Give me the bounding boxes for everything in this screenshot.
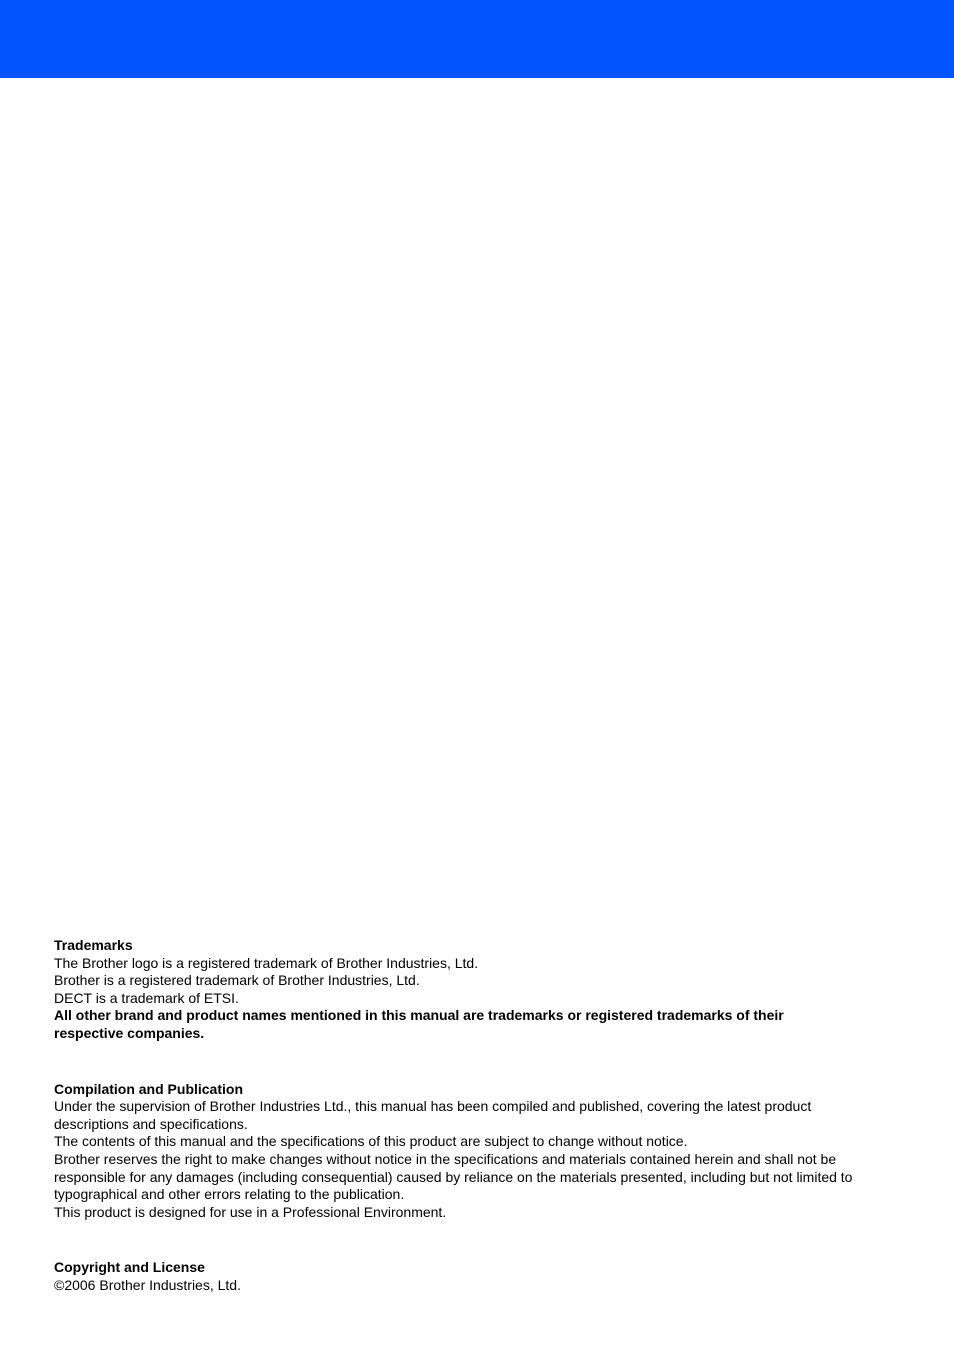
compilation-paragraph: Brother reserves the right to make changes without notice in the specifications and materials contained herein and shall not be responsible for any damages (including consequential) caused by reliance on the materials presented, including but not limited to typographical and other errors relating to the publication.	[54, 1150, 853, 1203]
trademark-line: DECT is a trademark of ETSI.	[54, 989, 239, 1006]
compilation-section	[54, 1081, 854, 1222]
compilation-paragraph: The contents of this manual and the specifications of this product are subject to change without notice.	[54, 1133, 688, 1150]
trademark-bold-note: All other brand and product names mentioned in this manual are trademarks or registered trademarks of their respective companies.	[54, 1007, 784, 1041]
copyright-section	[54, 1259, 854, 1294]
header-band	[0, 0, 954, 78]
legal-notices	[54, 937, 854, 1295]
trademarks-heading: Trademarks	[54, 937, 133, 953]
compilation-paragraph: This product is designed for use in a Professional Environment.	[54, 1203, 447, 1220]
compilation-paragraph: Under the supervision of Brother Industries Ltd., this manual has been compiled and published, covering the latest product descriptions and specifications.	[54, 1098, 812, 1132]
copyright-text: ©2006 Brother Industries, Ltd.	[54, 1276, 241, 1293]
compilation-heading: Compilation and Publication	[54, 1080, 243, 1097]
trademarks-section	[54, 937, 854, 1043]
trademark-line: The Brother logo is a registered trademark of Brother Industries, Ltd.	[54, 954, 479, 971]
copyright-heading: Copyright and License	[54, 1259, 205, 1276]
trademark-line: Brother is a registered trademark of Brother Industries, Ltd.	[54, 972, 420, 989]
